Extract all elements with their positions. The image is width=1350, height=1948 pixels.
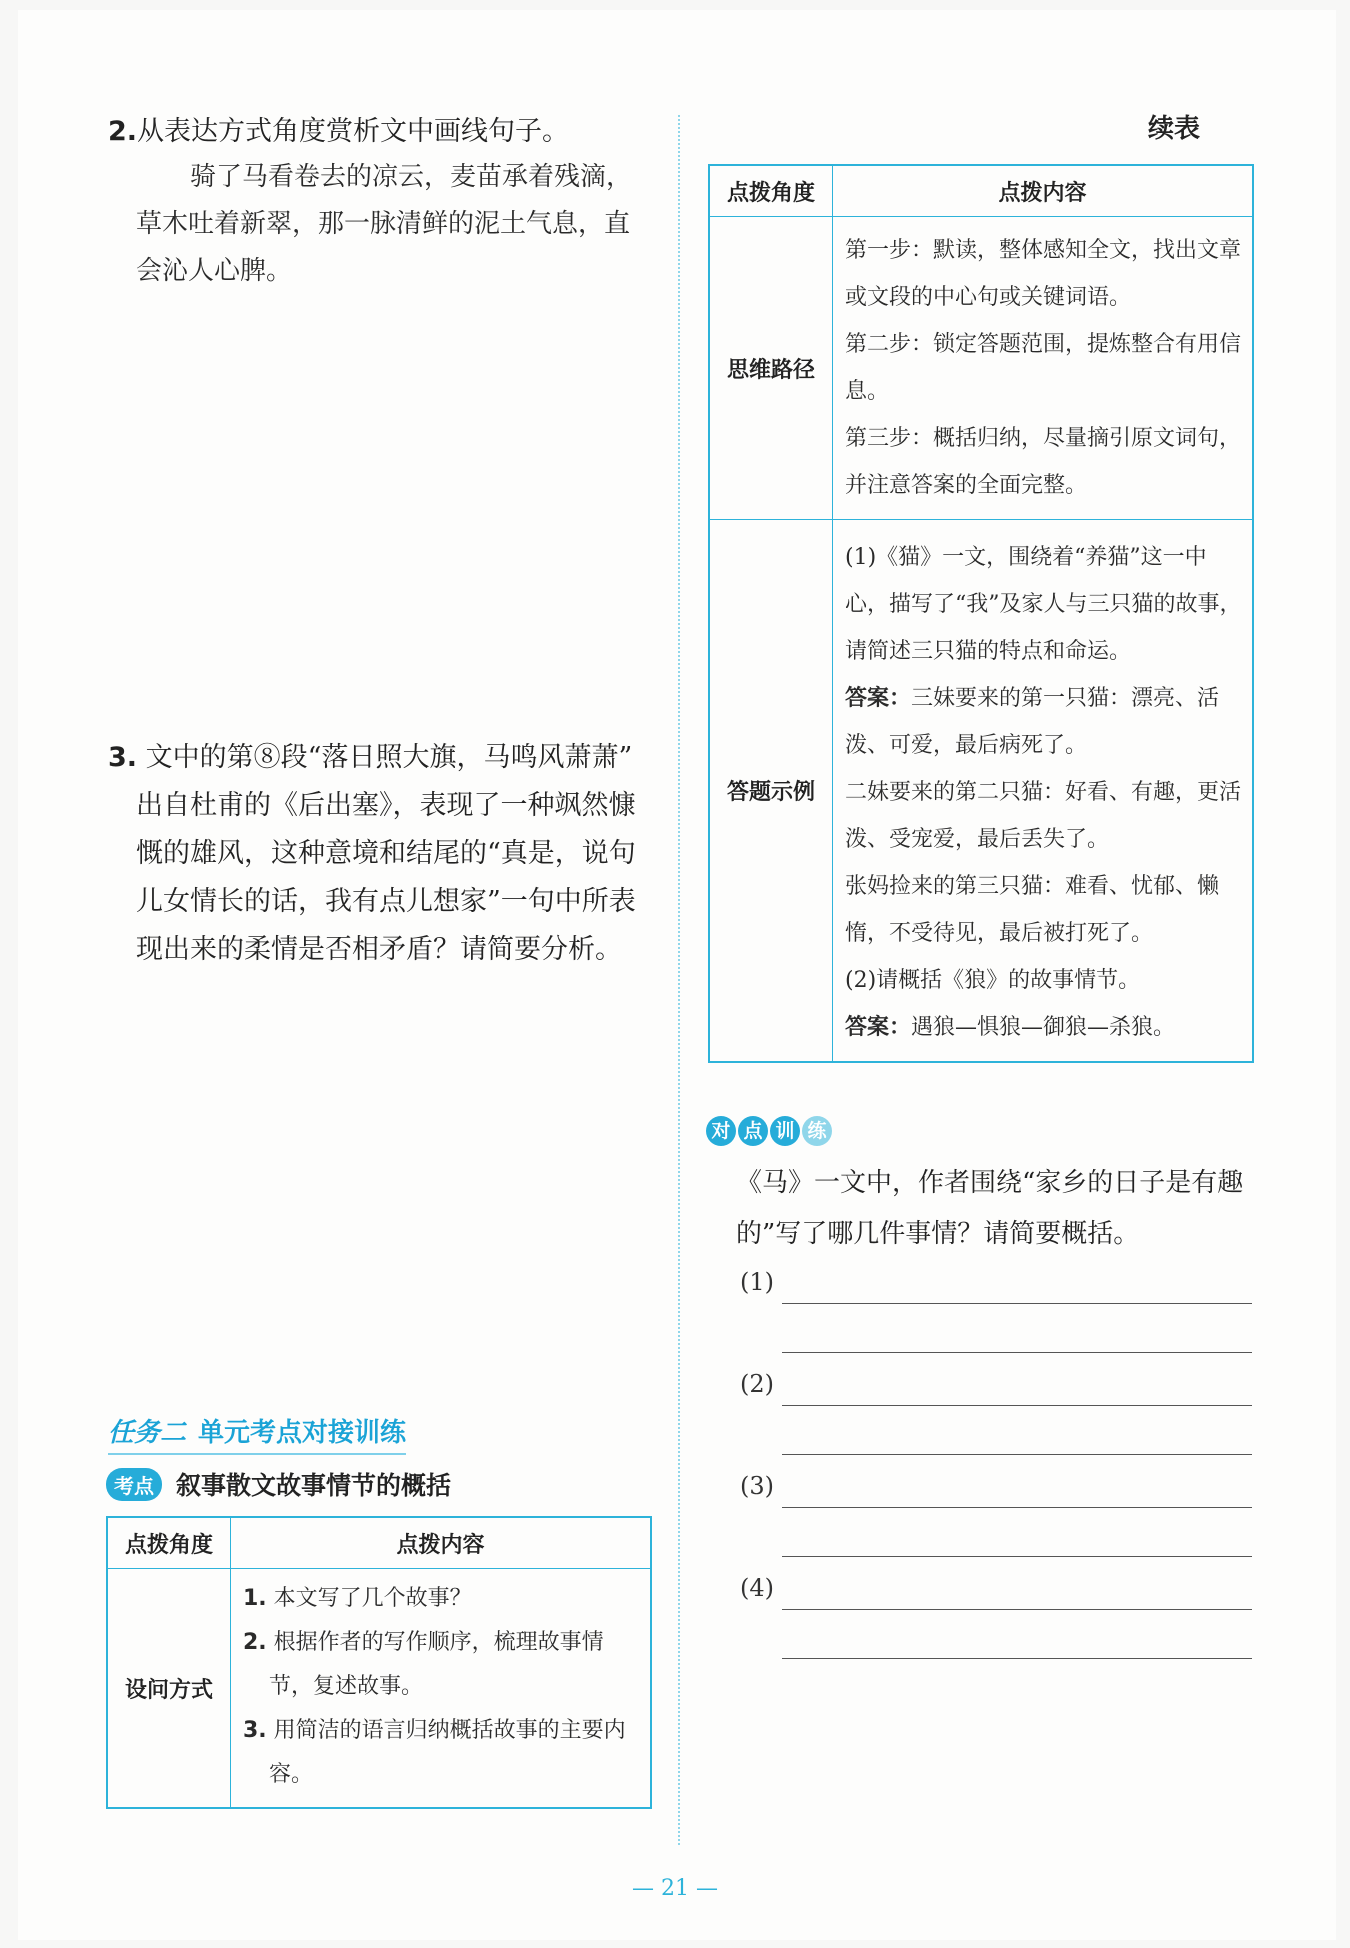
task-title: 单元考点对接训练	[198, 1418, 407, 1448]
training-chip-2: 点	[738, 1116, 768, 1146]
question-3-line-1: 文中的第⑧段“落日照大旗，马鸣风萧萧”	[145, 742, 633, 773]
answer-blank-3-label: (3)	[740, 1472, 774, 1500]
training-chip-3: 训	[770, 1116, 800, 1146]
example-1-answer-3: 张妈捡来的第三只猫：难看、忧郁、懒惰，不受待见，最后被打死了。	[845, 874, 1220, 946]
step-2: 第二步：锁定答题范围，提炼整合有用信息。	[845, 332, 1242, 404]
table1-header-angle: 点拨角度	[107, 1517, 231, 1569]
training-question	[736, 1158, 1256, 1260]
example-1-answer-2: 二妹要来的第二只猫：好看、有趣，更活泼、受宠爱，最后丢失了。	[845, 780, 1242, 852]
task-label: 任务二	[108, 1418, 187, 1448]
answer-blank-3[interactable]	[740, 1472, 1252, 1512]
table1-header-content: 点拨内容	[231, 1517, 652, 1569]
question-3	[108, 734, 668, 974]
table2-header-angle: 点拨角度	[709, 165, 833, 217]
step-3: 第三步：概括归纳，尽量摘引原文词句，并注意答案的全面完整。	[845, 426, 1242, 498]
training-chip-1: 对	[706, 1116, 736, 1146]
quote-line-1: 骑了马看卷去的凉云，麦苗承着残滴，	[190, 162, 633, 192]
answer-blank-1-label: (1)	[740, 1268, 774, 1296]
question-3-line-4: 儿女情长的话，我有点儿想家”一句中所表	[136, 886, 636, 917]
example-1-answer-1: 答案：三妹要来的第一只猫：漂亮、活泼、可爱，最后病死了。	[845, 686, 1220, 758]
table1-row-label: 设问方式	[107, 1569, 231, 1809]
exam-point-title: 叙事散文故事情节的概括	[176, 1471, 452, 1500]
question-3-line-2: 出自杜甫的《后出塞》，表现了一种飒然慷	[136, 790, 636, 821]
training-question-line-2: 的”写了哪几件事情？请简要概括。	[736, 1219, 1140, 1249]
column-divider	[678, 115, 680, 1845]
table2-examples	[833, 520, 1254, 1063]
step-1: 第一步：默读，整体感知全文，找出文章或文段的中心句或关键词语。	[845, 238, 1242, 310]
question-3-line-3: 慨的雄风，这种意境和结尾的“真是，说句	[136, 838, 636, 869]
quote-line-2: 草木吐着新翠，那一脉清鲜的泥土气息，直	[136, 209, 631, 239]
table1-item-2: 2. 根据作者的写作顺序，梳理故事情节，复述故事。	[243, 1630, 604, 1699]
table2-row2-label: 答题示例	[709, 520, 833, 1063]
table1-content	[231, 1569, 652, 1809]
training-chip-4: 练	[802, 1116, 832, 1146]
question-3-line-5: 现出来的柔情是否相矛盾？请简要分析。	[136, 934, 622, 965]
answer-line[interactable]	[782, 1303, 1252, 1304]
task-heading	[108, 1412, 406, 1455]
question-2-text: 从表达方式角度赏析文中画线句子。	[137, 116, 570, 147]
quote-line-3: 会沁人心脾。	[136, 256, 293, 286]
answer-line[interactable]	[782, 1507, 1252, 1508]
question-2	[108, 108, 668, 156]
continued-label: 续表	[1148, 114, 1201, 144]
table1-item-3: 3. 用简洁的语言归纳概括故事的主要内容。	[243, 1718, 626, 1787]
answer-line-continuation[interactable]	[782, 1352, 1252, 1353]
table1-item-1: 1. 本文写了几个故事？	[243, 1586, 472, 1611]
example-2-answer: 答案：遇狼—惧狼—御狼—杀狼。	[845, 1015, 1176, 1040]
page-number: — 21 —	[632, 1876, 718, 1901]
example-2-question: (2)请概括《狼》的故事情节。	[845, 968, 1141, 993]
question-3-number: 3.	[108, 742, 138, 773]
underlined-quote	[136, 154, 676, 295]
answer-line[interactable]	[782, 1609, 1252, 1610]
question-2-number: 2.	[108, 116, 138, 147]
answer-line[interactable]	[782, 1405, 1252, 1406]
answer-line-continuation[interactable]	[782, 1454, 1252, 1455]
table2-header-content: 点拨内容	[833, 165, 1254, 217]
answer-blank-4[interactable]	[740, 1574, 1252, 1614]
exam-point-heading	[106, 1466, 451, 1502]
answer-blank-1[interactable]	[740, 1268, 1252, 1308]
table2-row1-label: 思维路径	[709, 217, 833, 520]
answer-line-continuation[interactable]	[782, 1556, 1252, 1557]
example-1-question: (1)《猫》一文，围绕着“养猫”这一中心，描写了“我”及家人与三只猫的故事，请简述三只猫的特点和命运。	[845, 545, 1242, 664]
training-question-line-1: 《马》一文中，作者围绕“家乡的日子是有趣	[736, 1168, 1244, 1198]
table2-thinking-path	[833, 217, 1254, 520]
answer-blank-2[interactable]	[740, 1370, 1252, 1410]
answer-blank-2-label: (2)	[740, 1370, 774, 1398]
answer-blank-4-label: (4)	[740, 1574, 774, 1602]
tips-table-1	[106, 1516, 652, 1809]
answer-line-continuation[interactable]	[782, 1658, 1252, 1659]
exam-point-badge: 考点	[106, 1468, 162, 1501]
training-heading	[706, 1116, 832, 1146]
tips-table-2	[708, 164, 1254, 1063]
